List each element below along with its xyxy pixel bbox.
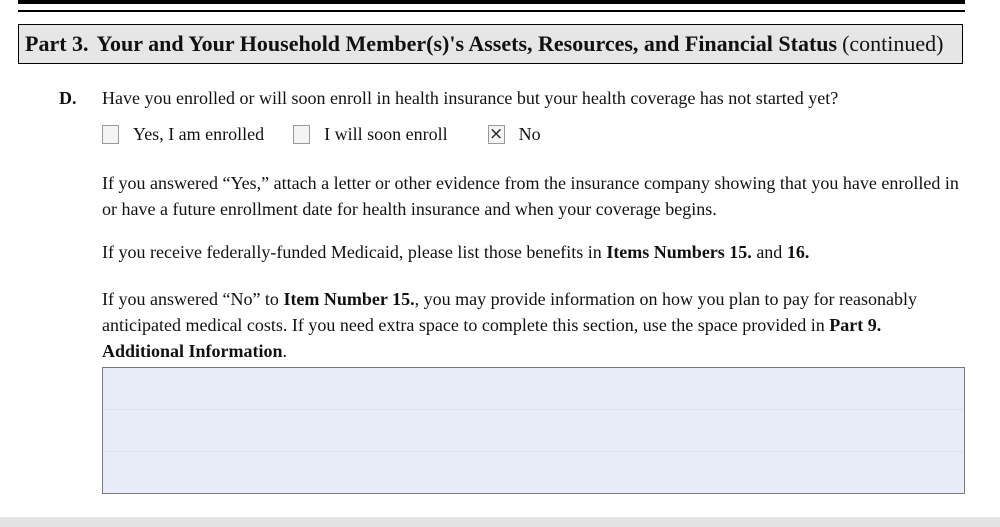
no-text-end: .	[282, 341, 288, 361]
text-area-line[interactable]	[103, 368, 964, 410]
top-rule-thin	[18, 10, 965, 12]
no-text: If you answered “No” to	[102, 289, 284, 309]
checkbox-yes-enrolled[interactable]	[102, 125, 119, 144]
part-label: Part 3.	[25, 31, 89, 56]
part-title-suffix: (continued)	[842, 31, 944, 56]
option-will-soon-enroll[interactable]	[293, 124, 448, 145]
medicaid-and: and	[751, 242, 787, 262]
checkbox-mark: ×	[489, 124, 504, 144]
page-footer-band	[0, 517, 1000, 527]
answer-options	[102, 124, 541, 145]
option-label: I will soon enroll	[324, 124, 448, 144]
part-header	[18, 24, 963, 64]
option-no[interactable]	[488, 124, 541, 145]
no-text-cont: , you may provide information on how you plan to pay for reasonably anticipated medical costs. If you need extra space to complete this section, use the space provided in	[102, 289, 917, 335]
instruction-yes: If you answered “Yes,” attach a letter or other evidence from the insurance company showing that you have enrolled in or have a future enrollment date for health insurance and when your coverage begins.	[102, 173, 959, 219]
medical-costs-text-area[interactable]	[102, 367, 965, 494]
instruction-medicaid	[102, 239, 962, 265]
option-yes-enrolled[interactable]	[102, 124, 264, 145]
part-title: Your and Your Household Member(s)'s Assets, Resources, and Financial Status	[96, 31, 838, 56]
text-area-line[interactable]	[103, 452, 964, 493]
option-label: No	[518, 124, 541, 144]
items-numbers-ref: Items Numbers 15.	[606, 242, 752, 262]
checkbox-no[interactable]	[488, 125, 505, 144]
item-15-ref: Item Number 15.	[283, 289, 415, 309]
question-text: Have you enrolled or will soon enroll in health insurance but your health coverage has not started yet?	[102, 88, 839, 108]
top-rule-thick	[18, 0, 965, 4]
option-label: Yes, I am enrolled	[133, 124, 265, 144]
medicaid-text: If you receive federally-funded Medicaid, please list those benefits in	[102, 242, 607, 262]
part-9-ref: Part 9. Additional Information	[102, 315, 882, 361]
item-16-ref: 16.	[786, 242, 810, 262]
question-letter: D.	[59, 88, 77, 108]
checkbox-will-soon-enroll[interactable]	[293, 125, 310, 144]
instruction-no	[102, 286, 962, 364]
text-area-line[interactable]	[103, 410, 964, 452]
